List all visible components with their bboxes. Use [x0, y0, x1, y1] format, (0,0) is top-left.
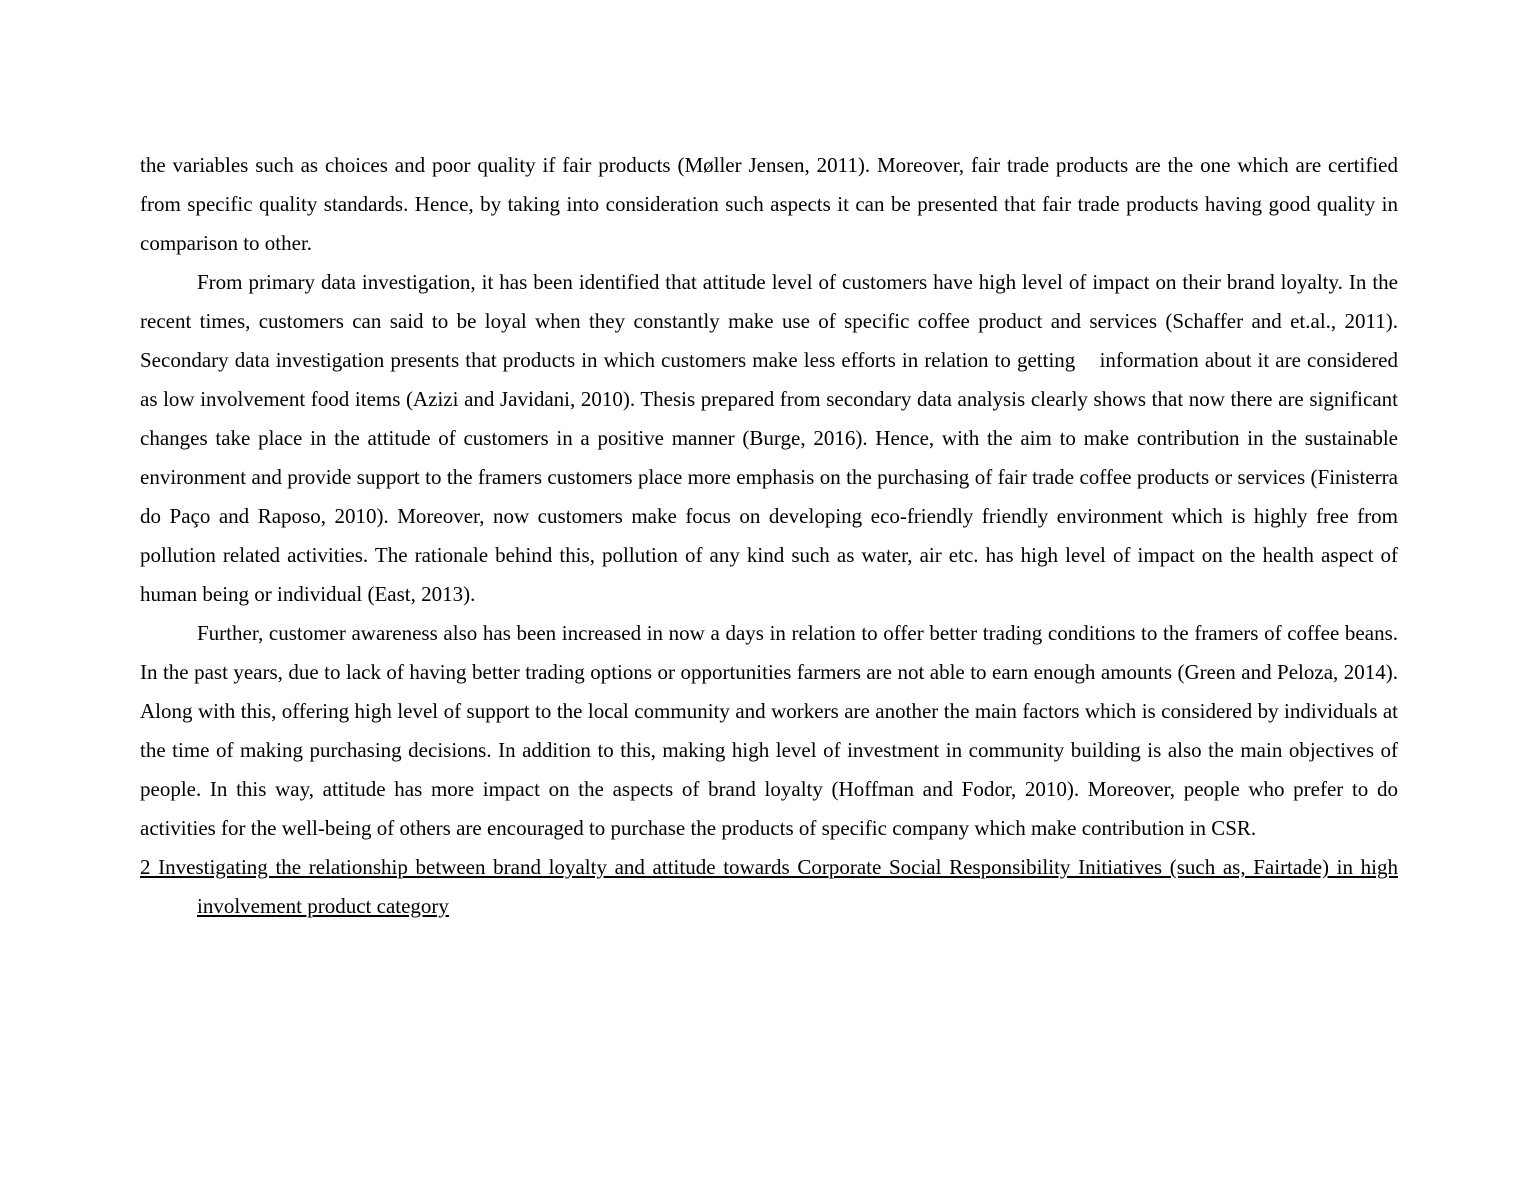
section-heading: 2 Investigating the relationship between brand loyalty and attitude towards Corporate Social Responsibility Initiatives (such as, Fairtade) in high involvement product category [140, 855, 1398, 918]
paragraph-continuation: the variables such as choices and poor quality if fair products (Møller Jensen, 2011). Moreover, fair trade products are the one which are certified from specific quality standards. Hence, by taking into consideration such aspects it can be presented that fair trade products having good quality in comparison to other. [140, 153, 1398, 255]
paragraph-primary-data: From primary data investigation, it has been identified that attitude level of customers have high level of impact on their brand loyalty. In the recent times, customers can said to be loyal when they constantly make use of specific coffee product and services (Schaffer and et.al., 2011). Secondary data investigation presents that products in which customers make less efforts in relation to getting information about it are considered as low involvement food items (Azizi and Javidani, 2010). Thesis prepared from secondary data analysis clearly shows that now there are significant changes take place in the attitude of customers in a positive manner (Burge, 2016). Hence, with the aim to make contribution in the sustainable environment and provide support to the framers customers place more emphasis on the purchasing of fair trade coffee products or services (Finisterra do Paço and Raposo, 2010). Moreover, now customers make focus on developing eco-friendly friendly environment which is highly free from pollution related activities. The rationale behind this, pollution of any kind such as water, air etc. has high level of impact on the health aspect of human being or individual (East, 2013). [140, 270, 1404, 606]
paragraph-customer-awareness: Further, customer awareness also has been increased in now a days in relation to offer better trading conditions to the framers of coffee beans. In the past years, due to lack of having better trading options or opportunities farmers are not able to earn enough amounts (Green and Peloza, 2014). Along with this, offering high level of support to the local community and workers are another the main factors which is considered by individuals at the time of making purchasing decisions. In addition to this, making high level of investment in community building is also the main objectives of people. In this way, attitude has more impact on the aspects of brand loyalty (Hoffman and Fodor, 2010). Moreover, people who prefer to do activities for the well-being of others are encouraged to purchase the products of specific company which make contribution in CSR. [140, 621, 1398, 840]
document-body [140, 146, 1404, 926]
